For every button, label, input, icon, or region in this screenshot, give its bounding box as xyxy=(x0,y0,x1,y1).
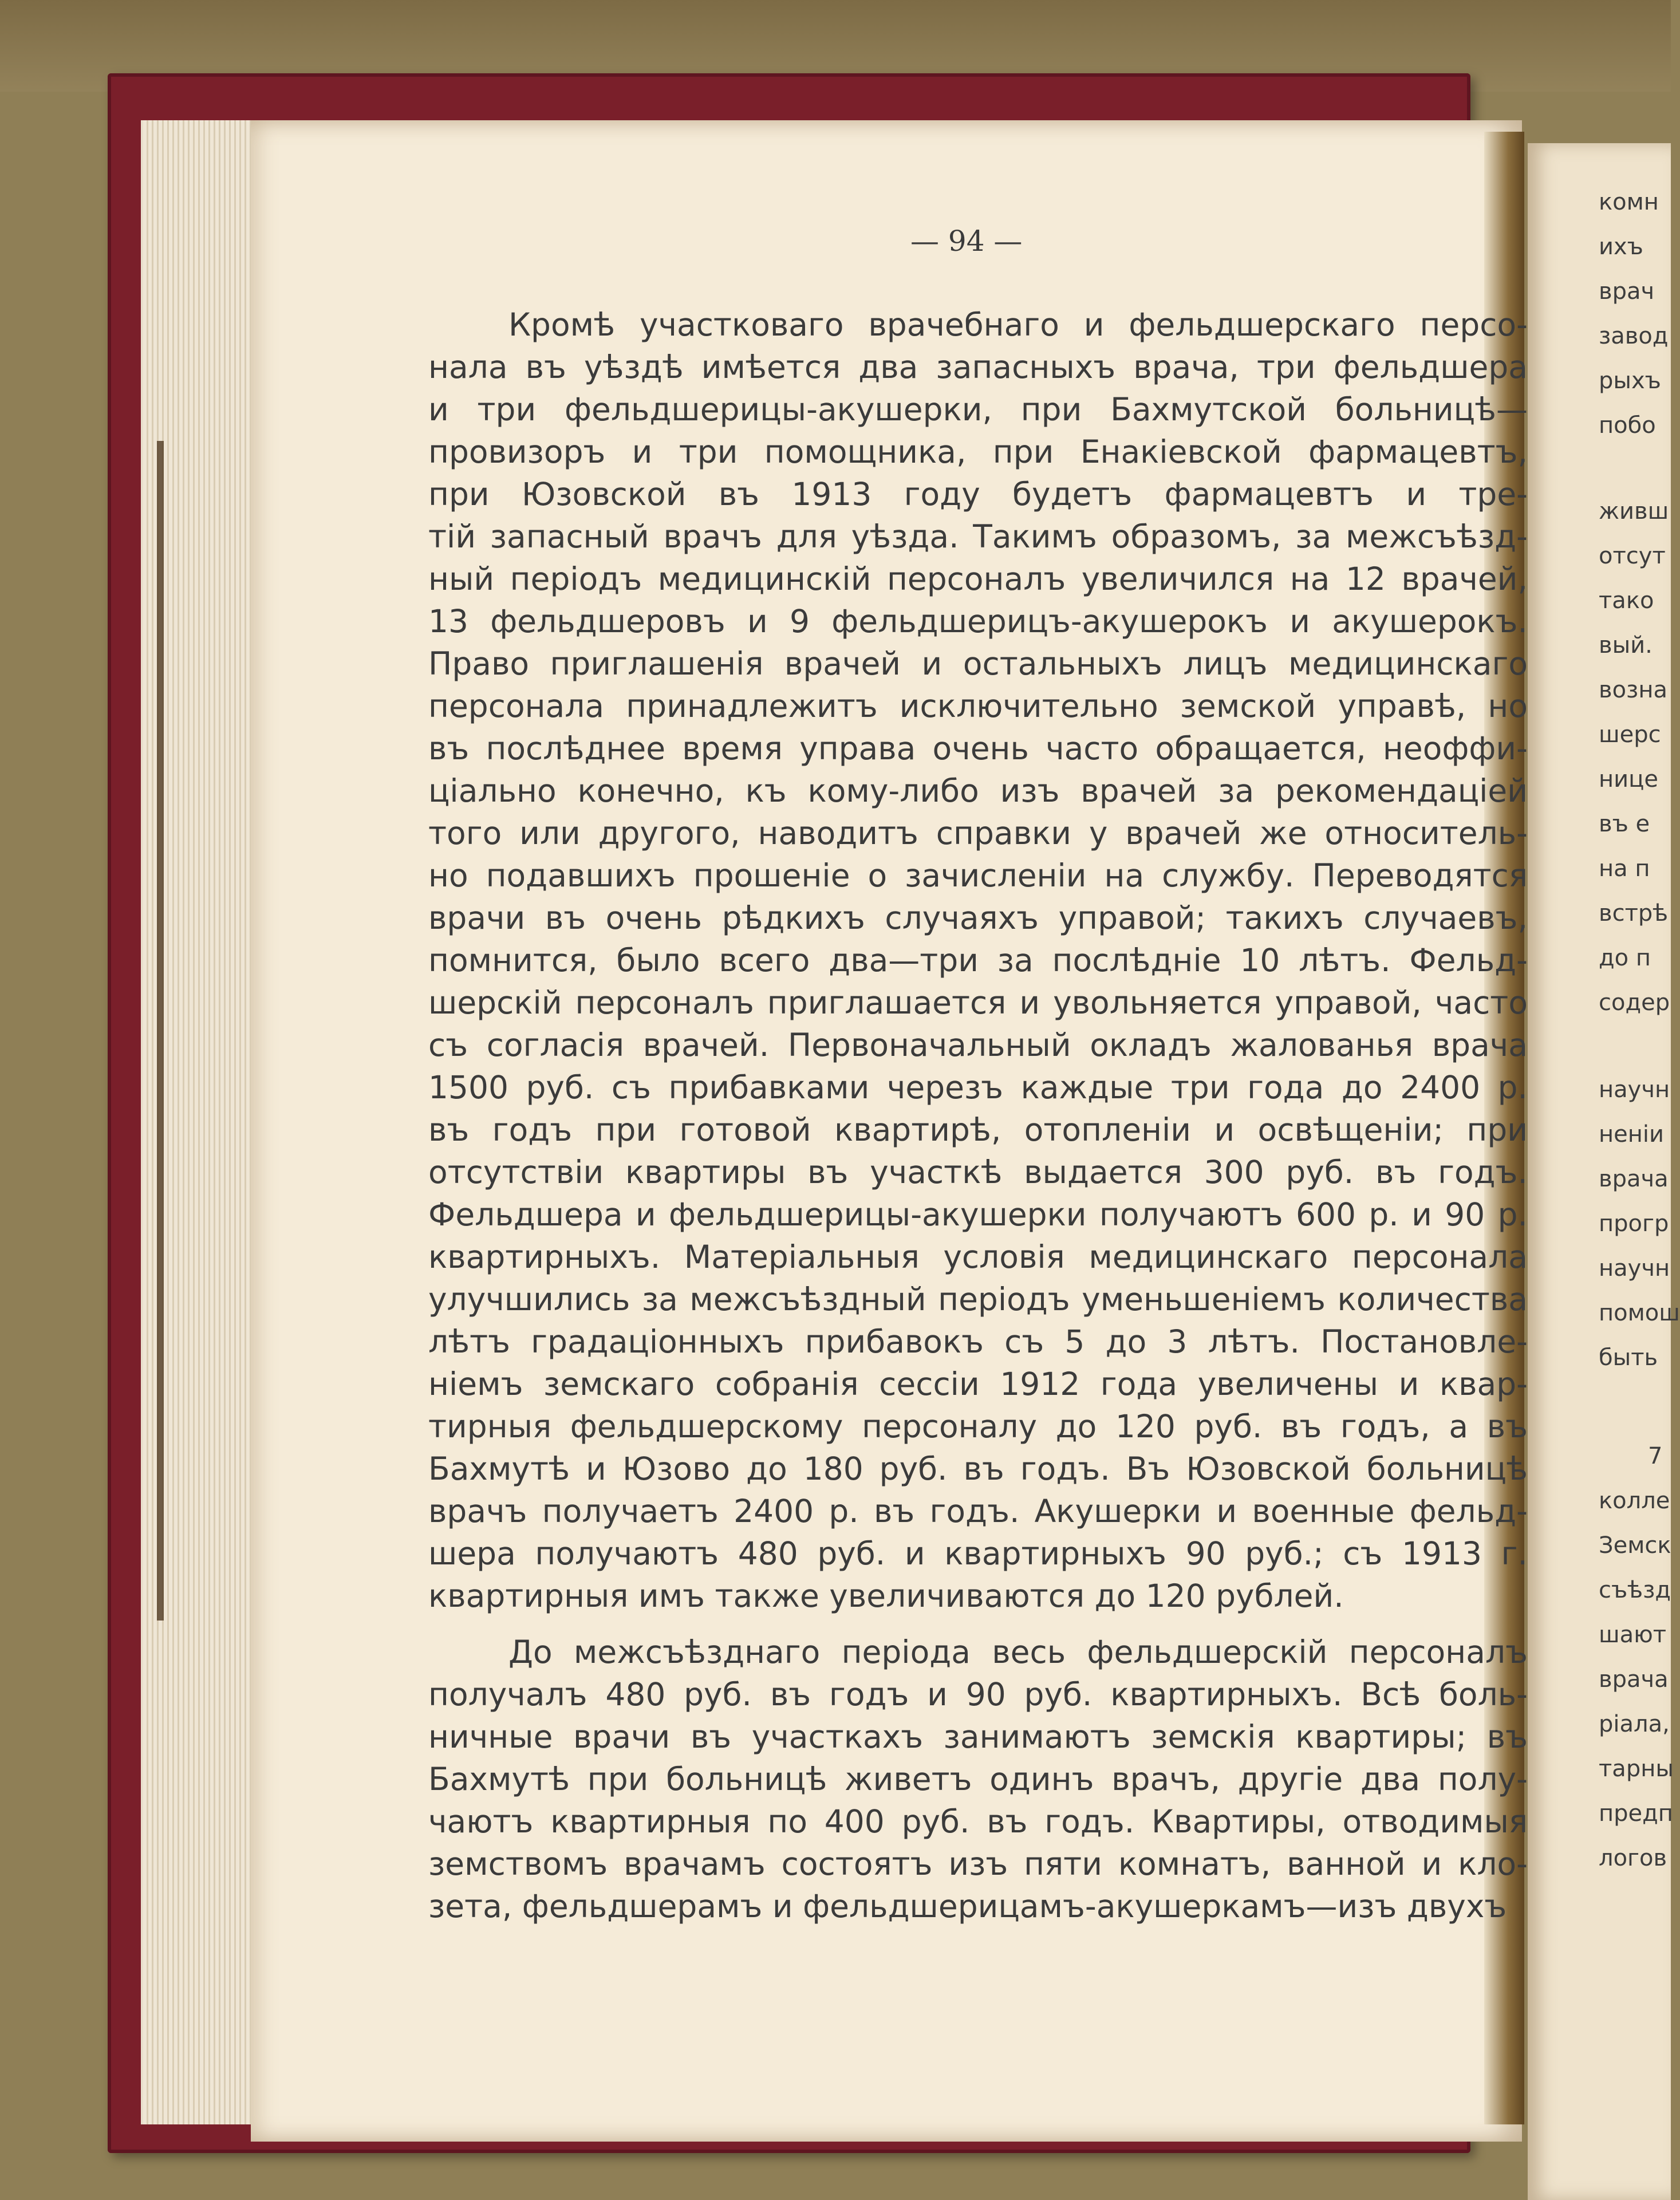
adjacent-page-line: неніи xyxy=(1599,1121,1665,1148)
text-line: нала въ уѣздѣ имѣется два запасныхъ врача, три фельдшера xyxy=(428,349,1528,385)
adjacent-page-line: съѣзд xyxy=(1599,1577,1671,1603)
text-line: и три фельдшерицы-акушерки, при Бахмутской больницѣ— xyxy=(428,391,1528,428)
text-line: земствомъ врачамъ состоятъ изъ пяти комнатъ, ванной и кло- xyxy=(428,1846,1528,1882)
text-line: тій запасный врачъ для уѣзда. Такимъ образомъ, за межсъѣзд- xyxy=(428,518,1528,555)
paragraph xyxy=(428,303,1528,1617)
text-line: Бахмутѣ и Юзово до 180 руб. въ годъ. Въ Юзовской больницѣ xyxy=(428,1450,1528,1487)
text-line: помнится, было всего два—три за послѣдніе 10 лѣтъ. Фельд- xyxy=(428,942,1528,979)
adjacent-page-line: нице xyxy=(1599,766,1658,793)
text-line: 1500 руб. съ прибавками черезъ каждые три года до 2400 р. xyxy=(428,1069,1528,1106)
text-line: квартирныя имъ также увеличиваются до 120 рублей. xyxy=(428,1578,1344,1614)
adjacent-page-line: тарны xyxy=(1599,1756,1674,1782)
adjacent-page-line: ихъ xyxy=(1599,234,1643,260)
adjacent-page-line: логов xyxy=(1599,1845,1667,1871)
text-line: Кромѣ участковаго врачебнаго и фельдшерскаго персо- xyxy=(508,306,1528,343)
adjacent-page-line: шают xyxy=(1599,1622,1667,1648)
adjacent-page-line: на п xyxy=(1599,855,1650,882)
adjacent-page-line: завод xyxy=(1599,323,1669,349)
adjacent-page-line: возна xyxy=(1599,677,1667,703)
text-line: провизоръ и три помощника, при Енакіевской фармацевтъ, xyxy=(428,433,1528,470)
page-number-text: — 94 — xyxy=(910,224,1023,258)
adjacent-page-line: научн xyxy=(1599,1255,1670,1282)
text-line: лѣтъ градаціонныхъ прибавокъ съ 5 до 3 лѣтъ. Постановле- xyxy=(428,1323,1528,1360)
text-line: ный періодъ медицинскій персоналъ увеличился на 12 врачей, xyxy=(428,561,1528,597)
text-line: врачи въ очень рѣдкихъ случаяхъ управой; такихъ случаевъ, xyxy=(428,900,1528,936)
adjacent-page-line: помош xyxy=(1599,1300,1680,1326)
text-line: квартирныхъ. Матеріальныя условія медицинскаго персонала xyxy=(428,1239,1528,1275)
text-line: улучшились за межсъѣздный періодъ уменьшеніемъ количества xyxy=(428,1281,1528,1318)
adjacent-page-line: шерс xyxy=(1599,721,1661,748)
text-line: врачъ получаетъ 2400 р. въ годъ. Акушерки и военные фельд- xyxy=(428,1493,1528,1529)
text-line: получалъ 480 руб. въ годъ и 90 руб. квартирныхъ. Всѣ боль- xyxy=(428,1676,1528,1713)
adjacent-page-line: побо xyxy=(1599,412,1656,439)
text-line: Право приглашенія врачей и остальныхъ лицъ медицинскаго xyxy=(428,645,1528,682)
adjacent-page-line: живш xyxy=(1599,498,1669,525)
text-line: шера получаютъ 480 руб. и квартирныхъ 90 руб.; съ 1913 г. xyxy=(428,1535,1528,1572)
adjacent-page-line: 7 xyxy=(1648,1443,1663,1469)
text-line: съ согласія врачей. Первоначальный окладъ жалованья врача xyxy=(428,1027,1528,1063)
adjacent-page-line: научн xyxy=(1599,1077,1670,1103)
text-line: Фельдшера и фельдшерицы-акушерки получаютъ 600 р. и 90 р. xyxy=(428,1196,1528,1233)
text-line: ніемъ земскаго собранія сессіи 1912 года увеличены и квар- xyxy=(428,1366,1528,1402)
text-line: отсутствіи квартиры въ участкѣ выдается 300 руб. въ годъ. xyxy=(428,1154,1528,1190)
text-line: зета, фельдшерамъ и фельдшерицамъ-акушеркамъ—изъ двухъ xyxy=(428,1888,1507,1925)
adjacent-page-line: врач xyxy=(1599,278,1655,305)
adjacent-page-line: колле xyxy=(1599,1488,1670,1514)
adjacent-page-line: отсут xyxy=(1599,543,1666,569)
adjacent-page-line: прогр xyxy=(1599,1211,1669,1237)
paragraph xyxy=(428,1631,1528,1927)
adjacent-page-line: комн xyxy=(1599,189,1659,215)
adjacent-page-line: тако xyxy=(1599,588,1654,614)
adjacent-page-line: въ е xyxy=(1599,811,1650,837)
text-line: персонала принадлежитъ исключительно земской управѣ, но xyxy=(428,688,1528,724)
text-line: До межсъѣзднаго періода весь фельдшерскій персоналъ xyxy=(508,1634,1528,1670)
text-line: въ годъ при готовой квартирѣ, отопленіи и освѣщеніи; при xyxy=(428,1111,1528,1148)
bookmark-ribbon xyxy=(157,441,164,1621)
adjacent-page-line: встрѣ xyxy=(1599,900,1669,926)
adjacent-page-line: ріала, xyxy=(1599,1711,1670,1737)
page-body xyxy=(428,303,1528,1927)
text-line: чаютъ квартирныя по 400 руб. въ годъ. Квартиры, отводимыя xyxy=(428,1803,1528,1840)
text-line: въ послѣднее время управа очень часто обращается, неоффи- xyxy=(428,730,1528,767)
text-line: тирныя фельдшерскому персоналу до 120 руб. въ годъ, а въ xyxy=(428,1408,1528,1445)
adjacent-page-line: врача xyxy=(1599,1666,1669,1693)
paragraph-gap xyxy=(428,1617,1528,1631)
text-line: шерскій персоналъ приглашается и увольняется управой, часто xyxy=(428,984,1528,1021)
adjacent-page-line: предп xyxy=(1599,1800,1673,1827)
text-line: того или другого, наводитъ справки у врачей же относитель- xyxy=(428,815,1528,851)
adjacent-page-line: врача xyxy=(1599,1166,1669,1192)
adjacent-page-line: рыхъ xyxy=(1599,368,1661,394)
adjacent-page-line: вый. xyxy=(1599,632,1653,659)
text-line: 13 фельдшеровъ и 9 фельдшерицъ-акушерокъ и акушерокъ. xyxy=(428,603,1528,640)
text-line: ничные врачи въ участкахъ занимаютъ земскія квартиры; въ xyxy=(428,1718,1528,1755)
text-line: Бахмутѣ при больницѣ живетъ одинъ врачъ, другіе два полу- xyxy=(428,1761,1528,1797)
adjacent-page-line: до п xyxy=(1599,945,1651,971)
text-line: но подавшихъ прошеніе о зачисленіи на службу. Переводятся xyxy=(428,857,1528,894)
adjacent-page-line: Земск xyxy=(1599,1532,1671,1559)
adjacent-page-line: быть xyxy=(1599,1345,1658,1371)
right-page xyxy=(1528,143,1680,2200)
text-line: ціально конечно, къ кому-либо изъ врачей за рекомендаціей xyxy=(428,772,1528,809)
adjacent-page-line: содер xyxy=(1599,989,1670,1016)
text-line: при Юзовской въ 1913 году будетъ фармацевтъ и тре- xyxy=(428,476,1528,512)
